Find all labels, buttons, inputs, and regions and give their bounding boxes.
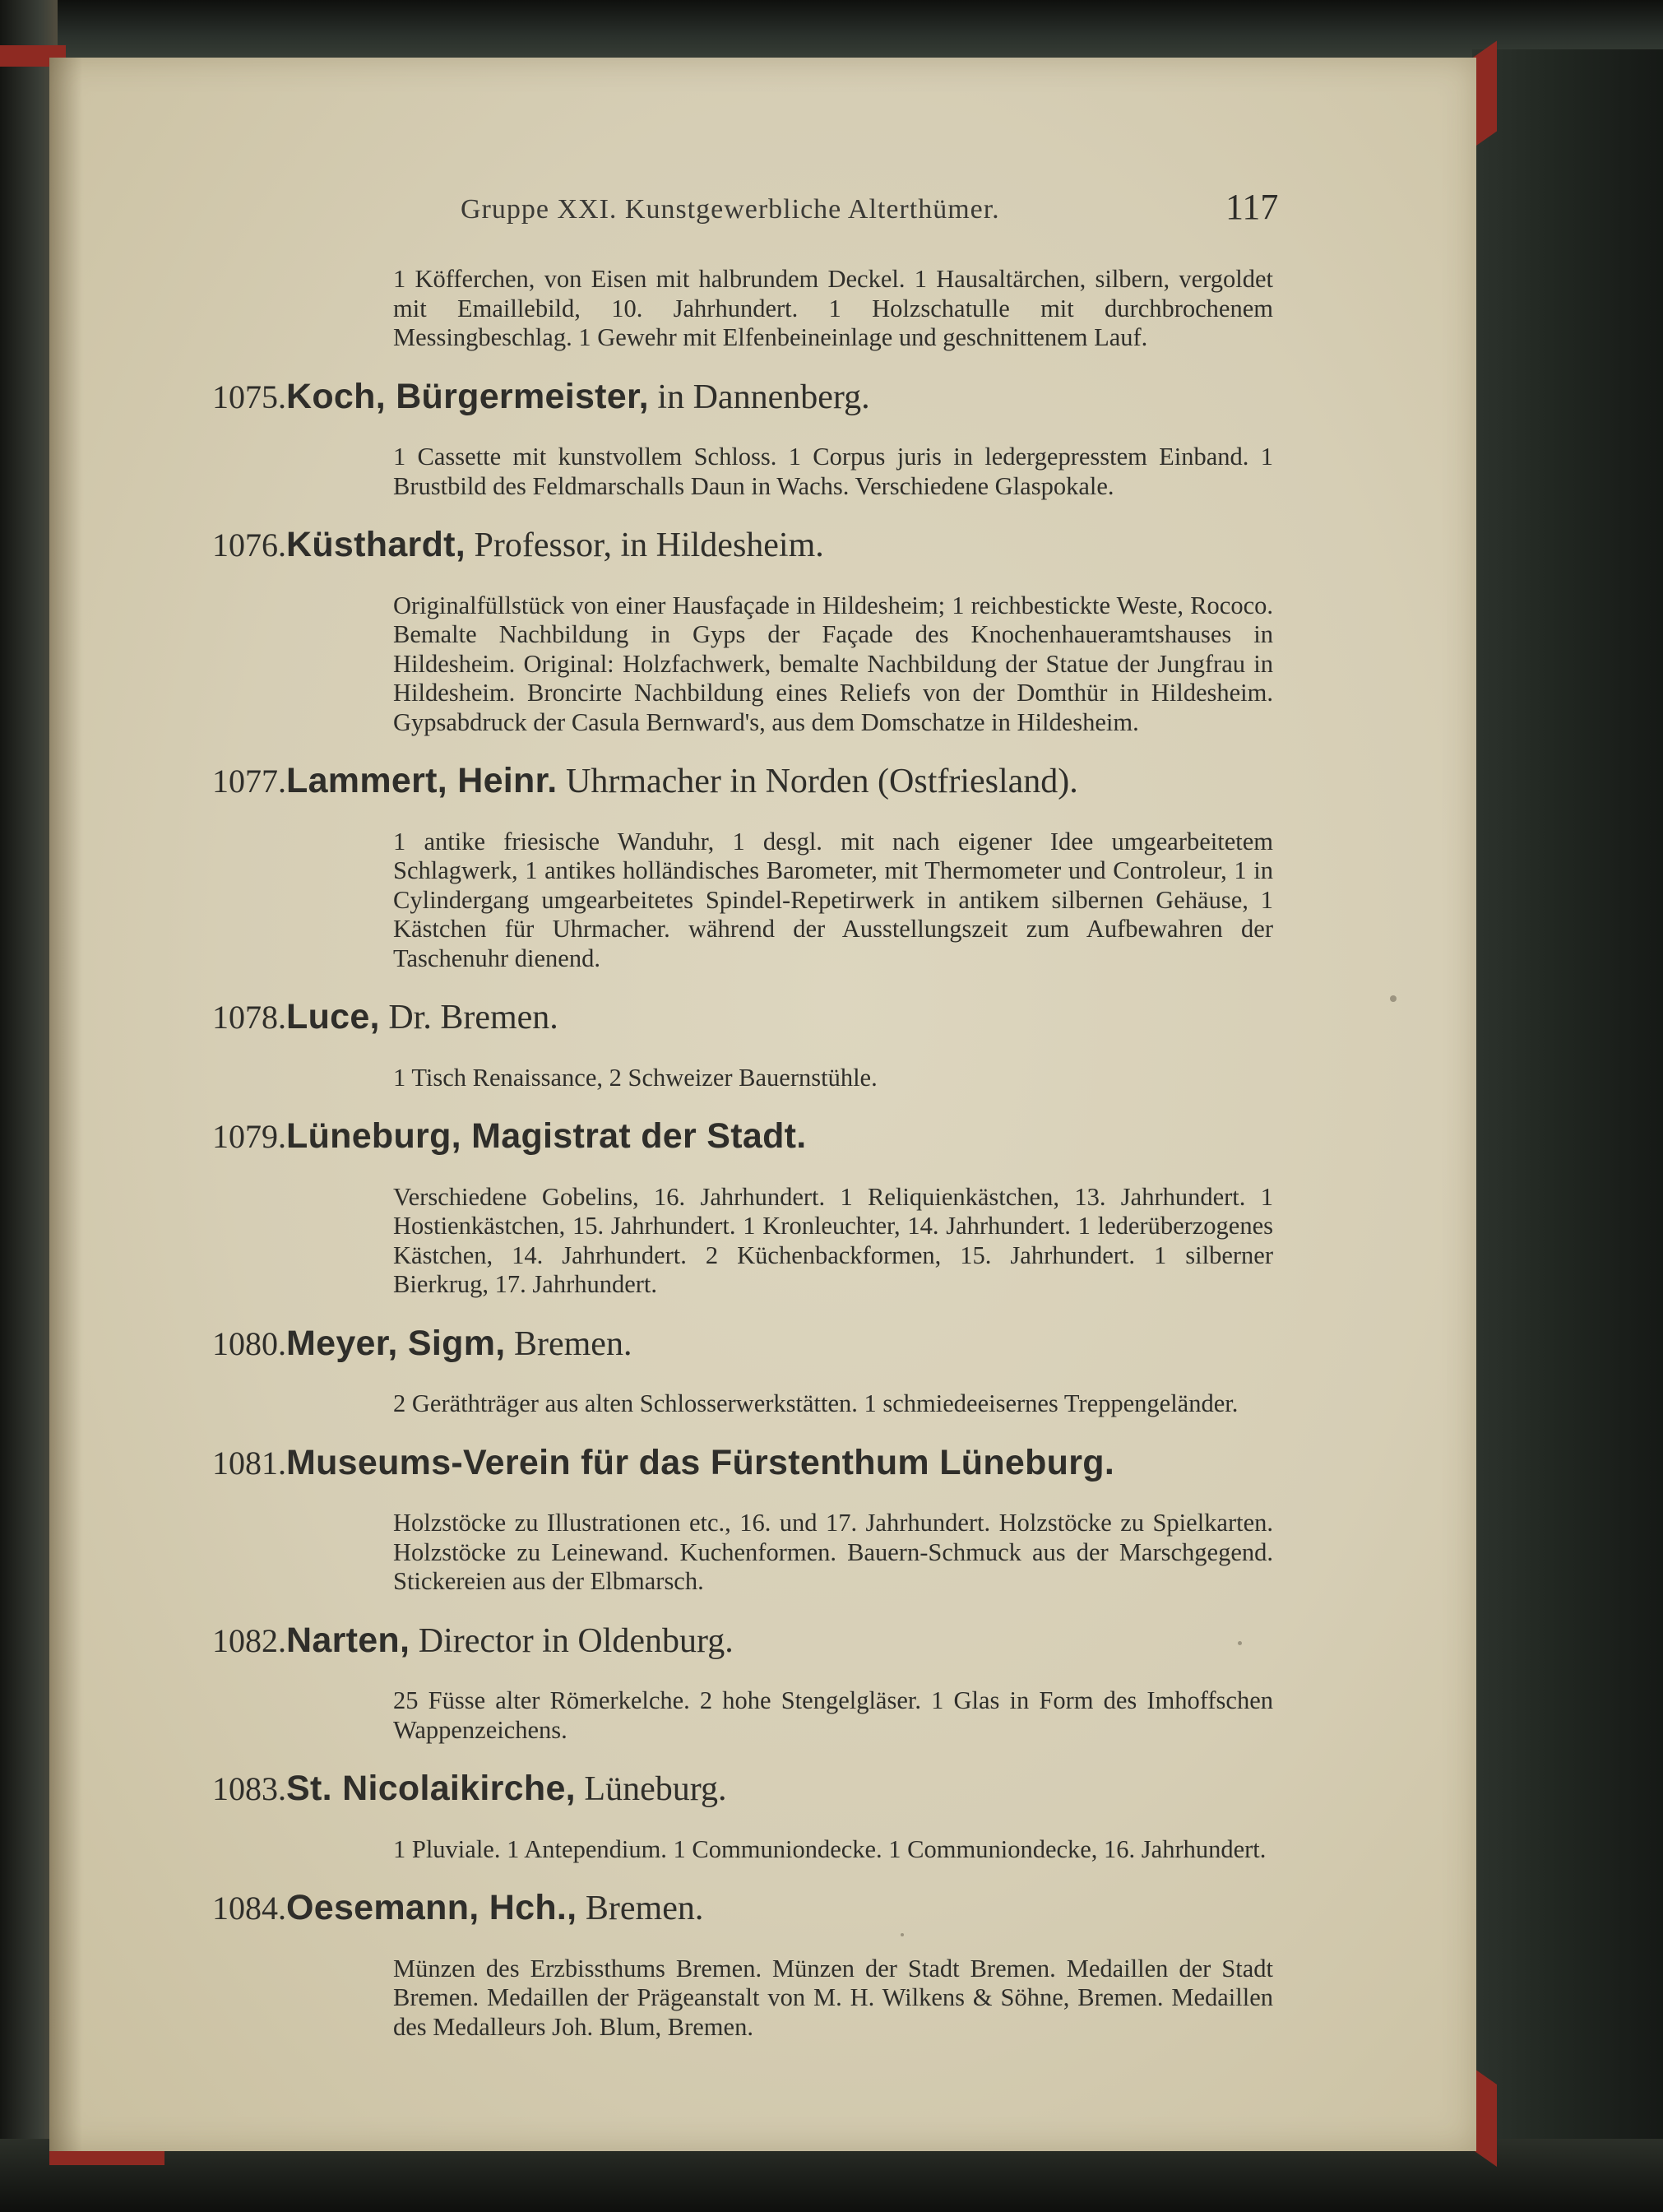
catalogue-entry	[212, 1768, 1275, 1864]
exhibitor-name: Koch, Bürgermeister,	[286, 376, 649, 416]
paper-speck	[1390, 995, 1397, 1002]
catalogue-entry	[212, 1887, 1275, 2042]
entry-number: 1078.	[212, 999, 286, 1036]
entry-number: 1084.	[212, 1890, 286, 1927]
entry-heading	[212, 524, 1275, 566]
exhibitor-details: Lüneburg.	[575, 1770, 727, 1808]
exhibitor-name: Lüneburg, Magistrat der Stadt.	[286, 1116, 807, 1156]
entry-number: 1082.	[212, 1621, 286, 1659]
entry-heading	[212, 1115, 1275, 1157]
entry-number: 1077.	[212, 763, 286, 800]
exhibitor-details: Bremen.	[505, 1324, 632, 1363]
catalogue-entry	[212, 996, 1275, 1092]
entry-number: 1079.	[212, 1118, 286, 1155]
exhibitor-name: Lammert, Heinr.	[286, 761, 558, 800]
entry-description: 1 Tisch Renaissance, 2 Schweizer Bauernstühle.	[393, 1063, 878, 1092]
entry-heading	[212, 1620, 1275, 1662]
running-head: Gruppe XXI. Kunstgewerbliche Alterthümer.	[461, 194, 1000, 225]
entry-number: 1083.	[212, 1770, 286, 1807]
entry-number: 1075.	[212, 378, 286, 415]
entry-heading	[212, 1323, 1275, 1365]
catalogue-text	[212, 247, 1275, 2042]
paper-speck	[1238, 1641, 1242, 1645]
entry-description: 1 Pluviale. 1 Antependium. 1 Communiondecke. 1 Communiondecke, 16. Jahrhundert.	[393, 1834, 1267, 1863]
catalogue-entry	[212, 760, 1275, 973]
exhibitor-name: Oesemann, Hch.,	[286, 1888, 577, 1927]
exhibitor-details: Dr. Bremen.	[379, 999, 558, 1036]
entry-description: 2 Geräthträger aus alten Schlosserwerkstätten. 1 schmiedeeisernes Treppengeländer.	[393, 1389, 1239, 1417]
exhibitor-name: St. Nicolaikirche,	[286, 1769, 576, 1808]
exhibitor-name: Luce,	[286, 997, 380, 1036]
catalogue-entry	[212, 1442, 1275, 1597]
catalogue-entry	[212, 1115, 1275, 1300]
book-cover-top	[0, 0, 1663, 66]
page-gutter-shadow	[49, 58, 82, 2151]
exhibitor-name: Küsthardt,	[286, 525, 466, 564]
entry-number: 1081.	[212, 1444, 286, 1482]
exhibitor-details: Director in Oldenburg.	[410, 1621, 734, 1660]
exhibitor-details: Professor, in Hildesheim.	[466, 526, 824, 564]
exhibitor-name: Narten,	[286, 1620, 410, 1660]
intro-paragraph: 1 Köfferchen, von Eisen mit halbrundem Deckel. 1 Hausaltärchen, silbern, vergoldet mit Emaillebild, 10. Jahrhundert. 1 Holzschatulle mit durchbrochenem Messingbeschlag. 1 Gewehr mit Elfenbeineinlage und geschnittenem Lauf.	[393, 265, 1273, 351]
catalogue-entry	[212, 524, 1275, 737]
catalogue-entry	[212, 376, 1275, 502]
entry-description: 25 Füsse alter Römerkelche. 2 hohe Stengelgläser. 1 Glas in Form des Imhoffschen Wappenzeichens.	[393, 1686, 1273, 1744]
exhibitor-details: Uhrmacher in Norden (Ostfriesland).	[557, 763, 1078, 800]
catalogue-entry	[212, 1620, 1275, 1746]
entry-heading	[212, 1887, 1275, 1929]
catalogue-entry	[212, 1323, 1275, 1419]
entry-description: Holzstöcke zu Illustrationen etc., 16. und 17. Jahrhundert. Holzstöcke zu Spielkarten. Holzstöcke zu Leinewand. Kuchenformen. Bauern-Schmuck aus der Marschgegend. Stickereien aus der Elbmarsch.	[393, 1509, 1273, 1595]
paper-speck	[901, 1933, 904, 1936]
entry-heading	[212, 1442, 1275, 1484]
entry-heading	[212, 1768, 1275, 1810]
exhibitor-details: Bremen.	[577, 1890, 704, 1927]
book-cover-right	[1472, 49, 1663, 2212]
exhibitor-details: in Dannenberg.	[648, 378, 870, 416]
entry-number: 1076.	[212, 526, 286, 563]
entry-heading	[212, 760, 1275, 802]
exhibitor-name: Museums-Verein für das Fürstenthum Lüneburg.	[286, 1442, 1115, 1482]
entry-description: Münzen des Erzbissthums Bremen. Münzen der Stadt Bremen. Medaillen der Stadt Bremen. Medaillen der Prägeanstalt von M. H. Wilkens & Söhne, Bremen. Medaillen des Medalleurs Joh. Blum, Bremen.	[393, 1954, 1273, 2041]
entry-heading	[212, 376, 1275, 418]
entry-heading	[212, 996, 1275, 1038]
entry-description: Verschiedene Gobelins, 16. Jahrhundert. 1 Reliquienkästchen, 13. Jahrhundert. 1 Hostienkästchen, 15. Jahrhundert. 1 Kronleuchter, 14. Jahrhundert. 1 lederüberzogenes Kästchen, 14. Jahrhundert. 2 Küchenbackformen, 15. Jahrhundert. 1 silberner Bierkrug, 17. Jahrhundert.	[393, 1182, 1273, 1298]
entry-description: 1 antike friesische Wanduhr, 1 desgl. mit nach eigener Idee umgearbeitetem Schlagwerk, 1 antikes holländisches Barometer, mit Thermometer und Controleur, 1 in Cylindergang umgearbeitetes Spindel-Repetirwerk in antikem silbernen Gehäuse, 1 Kästchen für Uhrmacher. während der Ausstellungszeit zum Aufbewahren der Taschenuhr dienend.	[393, 827, 1273, 972]
page-number: 117	[1225, 187, 1279, 227]
entry-number: 1080.	[212, 1324, 286, 1362]
entry-description: 1 Cassette mit kunstvollem Schloss. 1 Corpus juris in ledergepresstem Einband. 1 Brustbild des Feldmarschalls Daun in Wachs. Verschiedene Glaspokale.	[393, 443, 1273, 500]
exhibitor-name: Meyer, Sigm,	[286, 1323, 506, 1363]
entry-description: Originalfüllstück von einer Hausfaçade in Hildesheim; 1 reichbestickte Weste, Rococo. Bemalte Nachbildung in Gyps der Façade des Knochenhaueramtshauses in Hildesheim. Original: Holzfachwerk, bemalte Nachbildung der Statue der Jungfrau in Hildesheim. Broncirte Nachbildung eines Reliefs von der Domthür in Hildesheim. Gypsabdruck der Casula Bernward's, aus dem Domschatze in Hildesheim.	[393, 591, 1273, 736]
